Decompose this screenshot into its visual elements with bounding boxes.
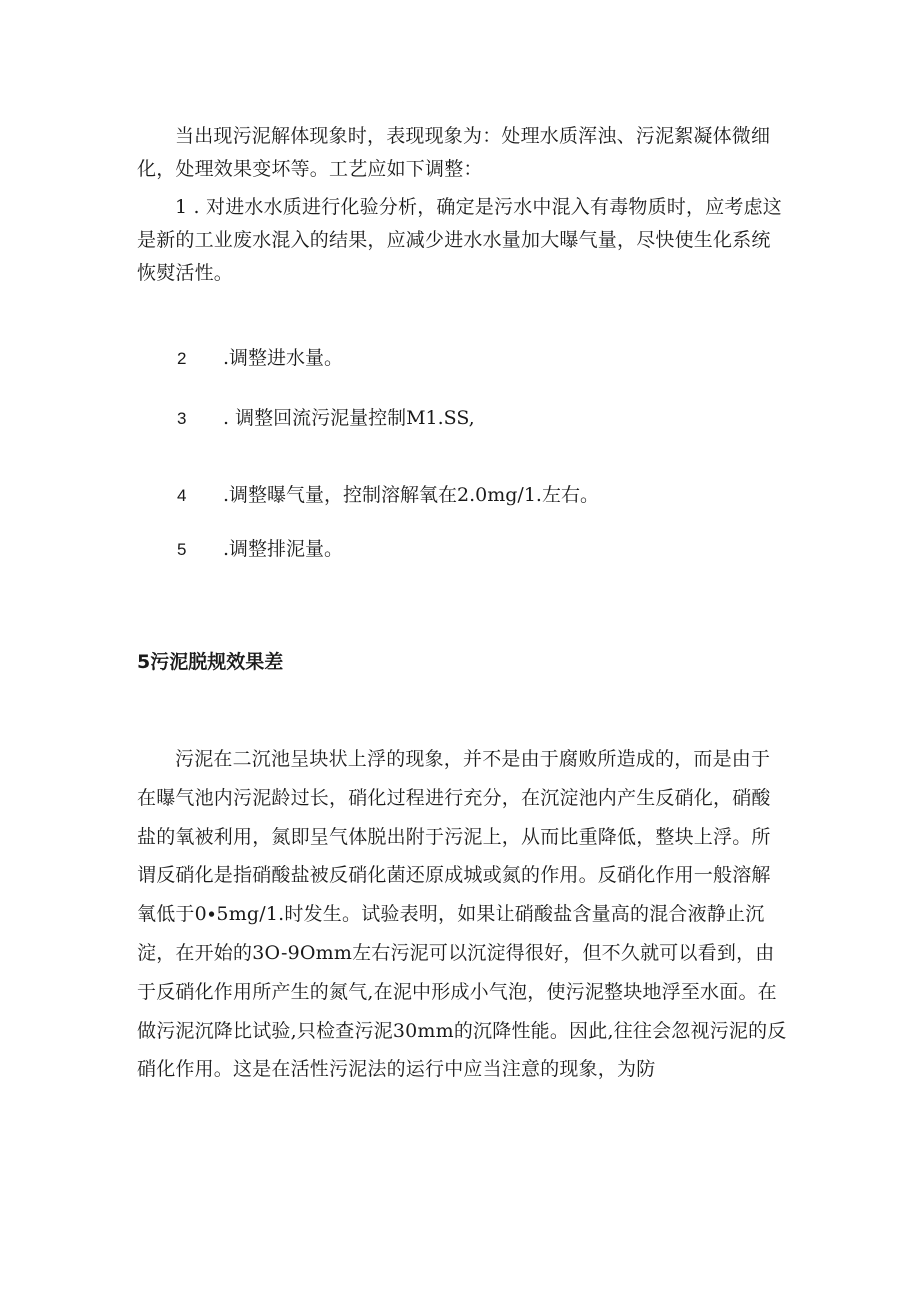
list-item-5 [137,533,787,566]
section-body-paragraph: 污泥在二沉池呈块状上浮的现象，并不是由于腐败所造成的，而是由于在曝气池内污泥龄过长，硝化过程进行充分，在沉淀池内产生反硝化，硝酸盐的氧被利用，氮即呈气体脱出附于污泥上，从而比重降低，整块上浮。所谓反硝化是指硝酸盐被反硝化菌还原成城或氮的作用。反硝化作用一般溶解氧低于0∙5mg∕1.时发生。试验表明，如果让硝酸盐含量高的混合液静止沉淀，在开始的3O-9Omm左右污泥可以沉淀得很好，但不久就可以看到，由于反硝化作用所产生的氮气,在泥中形成小气泡，使污泥整块地浮至水面。在做污泥沉降比试验,只检查污泥30mm的沉降性能。因此,往往会忽视污泥的反硝化作用。这是在活性污泥法的运行中应当注意的现象，为防 [137,748,787,1081]
list-item-number: 3 [177,409,187,428]
list-item-text: .调整排泥量。 [223,538,344,560]
section-heading: 5污泥脱规效果差 [137,651,284,673]
list-item-text: . 调整回流污泥量控制M1.SS, [223,407,475,429]
list-item-2 [137,342,787,375]
list-item-number: 4 [177,486,187,505]
list-item-4 [137,479,787,512]
list-item-number: 5 [177,540,187,559]
list-item-number: 2 [177,349,187,368]
intro-paragraph: 当出现污泥解体现象时，表现现象为：处理水质浑浊、污泥絮凝体微细化，处理效果变坏等。工艺应如下调整： [137,125,771,180]
list-item-text: .调整曝气量，控制溶解氧在2.0mg∕1.左右。 [223,484,599,506]
list-item-1-paragraph: 1 . 对进水水质进行化验分析，确定是污水中混入有毒物质时，应考虑这是新的工业废水混入的结果，应减少进水水量加大曝气量，尽快使生化系统恢熨活性。 [137,196,783,284]
list-item-text: .调整进水量。 [223,347,344,369]
list-item-3 [137,402,787,435]
